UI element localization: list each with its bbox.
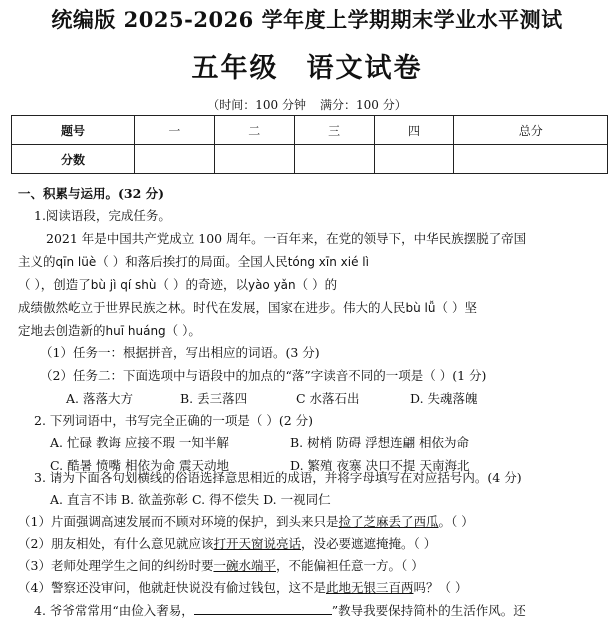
- table-cell: 三: [294, 116, 374, 145]
- score-table: [11, 115, 608, 174]
- table-cell: 总分: [454, 116, 608, 145]
- table-cell: 分数: [12, 145, 135, 174]
- option-d: D. 失魂落魄: [410, 391, 478, 406]
- q4-text: ”教导我要保持简朴的生活作风。还: [331, 603, 526, 618]
- exam-meta: [0, 96, 614, 113]
- option-a: A. 忙碌 教诲 应接不瑕 一知半解: [50, 435, 229, 450]
- score-input-cell: [294, 145, 374, 174]
- option-c: C 水落石出: [296, 391, 360, 406]
- score-input-cell: [374, 145, 454, 174]
- pinyin: tóng xīn xié lì: [287, 255, 369, 269]
- table-cell: 四: [374, 116, 454, 145]
- task-2: （2）任务二：下面选项中与语段中的加点的“落”字读音不同的一项是（ ）(1 分): [40, 368, 487, 383]
- q4-text: 4. 爷爷常常用“由俭入奢易，: [34, 603, 194, 618]
- pinyin: yào yǎn: [247, 278, 296, 292]
- time-limit: （时间：100 分钟: [207, 98, 306, 112]
- exam-title: 统编版 2025-2026 学年度上学期期末学业水平测试: [51, 7, 563, 32]
- table-cell: 二: [214, 116, 294, 145]
- passage-line: 主义的qīn lüè（ ）和落后挨打的局面。全国人民tóng xīn xié lì: [18, 254, 369, 269]
- sentence-1: （1）片面强调高速发展而不顾对环境的保护，到头来只是捡了芝麻丢了西瓜。（ ）: [18, 514, 474, 529]
- exam-subtitle: [0, 46, 614, 85]
- passage-line: （ ），创造了bù jì qí shù（ ）的奇迹，以yào yǎn（ ）的: [18, 277, 338, 292]
- table-row: [12, 145, 608, 174]
- underlined-phrase: 打开天窗说亮话: [213, 536, 301, 551]
- question-3-title: 3. 请为下面各句划横线的俗语选择意思相近的成语，并将字母填写在对应括号内。(4 分): [34, 470, 522, 485]
- table-cell: 一: [135, 116, 215, 145]
- section-heading: 一、积累与运用。(32 分): [18, 186, 165, 201]
- question-2-title: 2. 下列词语中，书写完全正确的一项是（ ）(2 分): [34, 413, 314, 428]
- underlined-phrase: 捡了芝麻丢了西瓜: [338, 514, 439, 529]
- question-3-options: A. 直言不讳 B. 欲盖弥彰 C. 得不偿失 D. 一视同仁: [50, 492, 331, 507]
- option-a: A. 落落大方: [66, 391, 133, 406]
- score-input-cell: [135, 145, 215, 174]
- sentence-2: （2）朋友相处，有什么意见就应该打开天窗说亮话，没必要遮遮掩掩。（ ）: [18, 536, 437, 551]
- pinyin: huī huáng: [105, 324, 166, 338]
- pinyin: bù jì qí shù: [90, 278, 157, 292]
- subject-label: 语文试卷: [306, 53, 423, 84]
- grade-label: 五年级: [191, 53, 279, 84]
- option-c: C. 酷暑 愤嘴 相依为命 震天动地: [50, 458, 229, 473]
- passage-line: 成绩傲然屹立于世界民族之林。时代在发展，国家在进步。伟大的人民bù lǚ（ ）坚: [18, 300, 477, 315]
- passage-line: 2021 年是中国共产党成立 100 周年。一百年来，在党的领导下，中华民族摆脱了帝国: [46, 231, 527, 246]
- sentence-3: （3）老师处理学生之间的纠纷时要一碗水端平，不能偏袒任意一方。（ ）: [18, 558, 424, 573]
- full-score: 满分：100 分）: [320, 98, 407, 112]
- underlined-phrase: 一碗水端平: [213, 558, 276, 573]
- answer-blank[interactable]: [194, 602, 332, 615]
- score-input-cell: [214, 145, 294, 174]
- pinyin: qīn lüè: [55, 255, 97, 269]
- option-b: B. 丢三落四: [180, 391, 248, 406]
- underlined-phrase: 此地无银三百两: [325, 580, 414, 595]
- passage-line: 定地去创造新的huī huáng（ ）。: [18, 323, 201, 338]
- task-1: （1）任务一：根据拼音，写出相应的词语。(3 分): [40, 345, 320, 360]
- score-input-cell: [454, 145, 608, 174]
- question-1-title: 1.阅读语段，完成任务。: [34, 208, 171, 223]
- sentence-4: （4）警察还没审问，他就赶快说没有偷过钱包，这不是此地无银三百两吗？（ ）: [18, 580, 468, 595]
- table-cell: 题号: [12, 116, 135, 145]
- option-b: B. 树梢 防碍 浮想连翩 相依为命: [290, 435, 470, 450]
- option-d: D. 繁殖 夜寨 决口不提 天南海北: [290, 458, 470, 473]
- question-4: [34, 601, 526, 619]
- pinyin: bù lǚ: [405, 301, 436, 315]
- table-row: [12, 116, 608, 145]
